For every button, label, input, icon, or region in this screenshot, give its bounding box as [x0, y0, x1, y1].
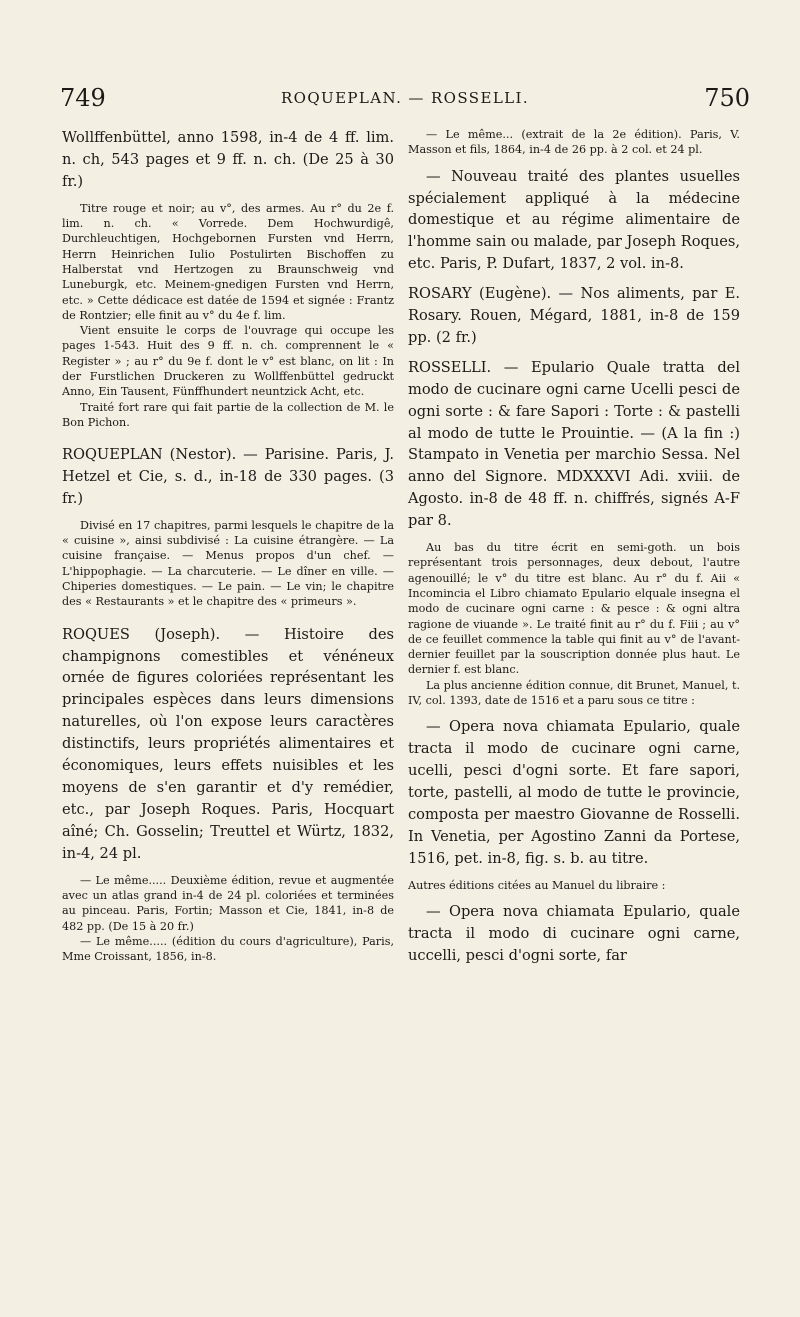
note-roques-extract: — Le même... (extrait de la 2e édition). Paris, V. Masson et fils, 1864, in-4 de 26 pp. à 2 col. et 24 pl. [408, 128, 740, 157]
entry-wollffenbuttel: Wollffenbüttel, anno 1598, in-4 de 4 ff. lim. n. ch, 543 pages et 9 ff. n. ch. (De 25 à 30 fr.) [62, 129, 394, 190]
note-body: Vient ensuite le corps de l'ouvrage qui occupe les pages 1-543. Huit des 9 ff. n. ch. comprennent le « Register » ; au r° du 9e f. dont le v° est blanc, on lit : In der Furstlichen Druckeren zu Wollffenbüttel gedruckt Anno, Ein Tausent, Fünffhundert neuntzick Acht, etc. [62, 324, 394, 399]
note-roqueplan: Divisé en 17 chapitres, parmi lesquels le chapitre de la « cuisine », ainsi subdivisé : La cuisine étrangère. — La cuisine française. — Menus propos d'un chef. — L'hippophagie. — La charcuterie. — Le dîner en ville. — Chiperies domestiques. — Le pain. — Le vin; le chapitre des « Restaurants » et le chapitre des « primeurs ». [62, 518, 394, 609]
note-title: Titre rouge et noir; au v°, des armes. Au r° du 2e f. lim. n. ch. « Vorrede. Dem Hochwurdigê, Durchleuchtigen, Hochgebornen Fursten vnd Herrn, Herrn Heinrichen Iulio Postulirten Bischoffen zu Halberstat vnd Hertzogen zu Braunschweig vnd Luneburgk, etc. Meinem-gnedigen Fursten vnd Herrn, etc. » Cette dédicace est datée de 1594 et signée : Frantz de Rontzier; elle finit au v° du 4e f. lim. [62, 201, 394, 322]
note-roques-2nd-edition: — Le même..... Deuxième édition, revue et augmentée avec un atlas grand in-4 de 24 pl. coloriées et terminées au pinceau. Paris, Fortin; Masson et Cie, 1841, in-8 de 482 pp. (De 15 à 20 fr.) [62, 873, 394, 933]
entry-opera-nova: — Opera nova chiamata Epulario, quale tracta il modo di cucinare ogni carne, uccelli, pesci d'ogni sorte, far [408, 903, 740, 964]
page-header [60, 84, 750, 124]
note-rarity: Traité fort rare qui fait partie de la collection de M. le Bon Pichon. [62, 400, 394, 429]
entry-opera-nova-1516: — Opera nova chiamata Epulario, quale tracta il modo de cucinare ogni carne, ucelli, pesci d'ogni sorte. Et fare sapori, torte, pastelli, al modo de tutte le provincie, composta per maestro Giovanne de Rosselli. In Venetia, per Agostino Zanni da Portese, 1516, pet. in-8, fig. s. b. au titre. [408, 718, 740, 867]
page-number-right: 750 [704, 84, 750, 112]
entry-roques: ROQUES (Joseph). — Histoire des champignons comestibles et vénéneux ornée de figures coloriées représentant les principales espèces dans leurs dimensions naturelles, où l'on expose leurs caractères distinctifs, leurs propriétés alimentaires et économiques, leurs effets nuisibles et les moyens de s'en garantir et d'y remédier, etc., par Joseph Roques. Paris, Hocquart aîné; Ch. Gosselin; Treuttel et Würtz, 1832, in-4, 24 pl. [62, 625, 394, 862]
entry-nouveau-traite: — Nouveau traité des plantes usuelles spécialement appliqué à la médecine domestique et au régime alimentaire de l'homme sain ou malade, par Joseph Roques, etc. Paris, P. Dufart, 1837, 2 vol. in-8. [408, 167, 740, 273]
note-roques-agriculture: — Le même..... (édition du cours d'agriculture), Paris, Mme Croissant, 1856, in-8. [62, 934, 394, 964]
entry-rosselli: ROSSELLI. — Epulario Quale tratta del modo de cucinare ogni carne Ucelli pesci de ogni sorte : & fare Sapori : Torte : & pastelli al modo de tutte le Prouintie. — (A la fin :) Stampato in Venetia per marchio Sessa. Nel anno del Signore. MDXXXVI Adi. xviii. de Agosto. in-8 de 48 ff. n. chiffrés, signés A-F par 8. [408, 358, 740, 530]
entry-rosary: ROSARY (Eugène). — Nos aliments, par E. Rosary. Rouen, Mégard, 1881, in-8 de 159 pp. (2 fr.) [408, 285, 740, 346]
note-other-editions: Autres éditions citées au Manuel du libraire : [408, 878, 666, 892]
page-number-left: 749 [60, 84, 106, 112]
note-rosselli-brunet: La plus ancienne édition connue, dit Brunet, Manuel, t. IV, col. 1393, date de 1516 et a paru sous ce titre : [408, 678, 741, 708]
right-column [408, 127, 740, 967]
entry-roqueplan: ROQUEPLAN (Nestor). — Parisine. Paris, J. Hetzel et Cie, s. d., in-18 de 330 pages. (3 fr.) [62, 446, 394, 507]
running-head: ROQUEPLAN. — ROSSELLI. [280, 89, 530, 107]
note-rosselli-description: Au bas du titre écrit en semi-goth. un bois représentant trois personnages, deux debout, l'autre agenouillé; le v° du titre est blanc. Au r° du f. Aii « Incomincia el Libro chiamato Epulario elquale insegna el modo de cucinare ogni carne : & pesce : & ogni altra ragione de viuande ». Le traité finit au r° du f. Fiii ; au v° de ce feuillet commence la table qui finit au v° de l'avant-dernier feuillet par la souscription donnée plus haut. Le dernier f. est blanc. [408, 541, 740, 677]
left-column [62, 127, 394, 964]
